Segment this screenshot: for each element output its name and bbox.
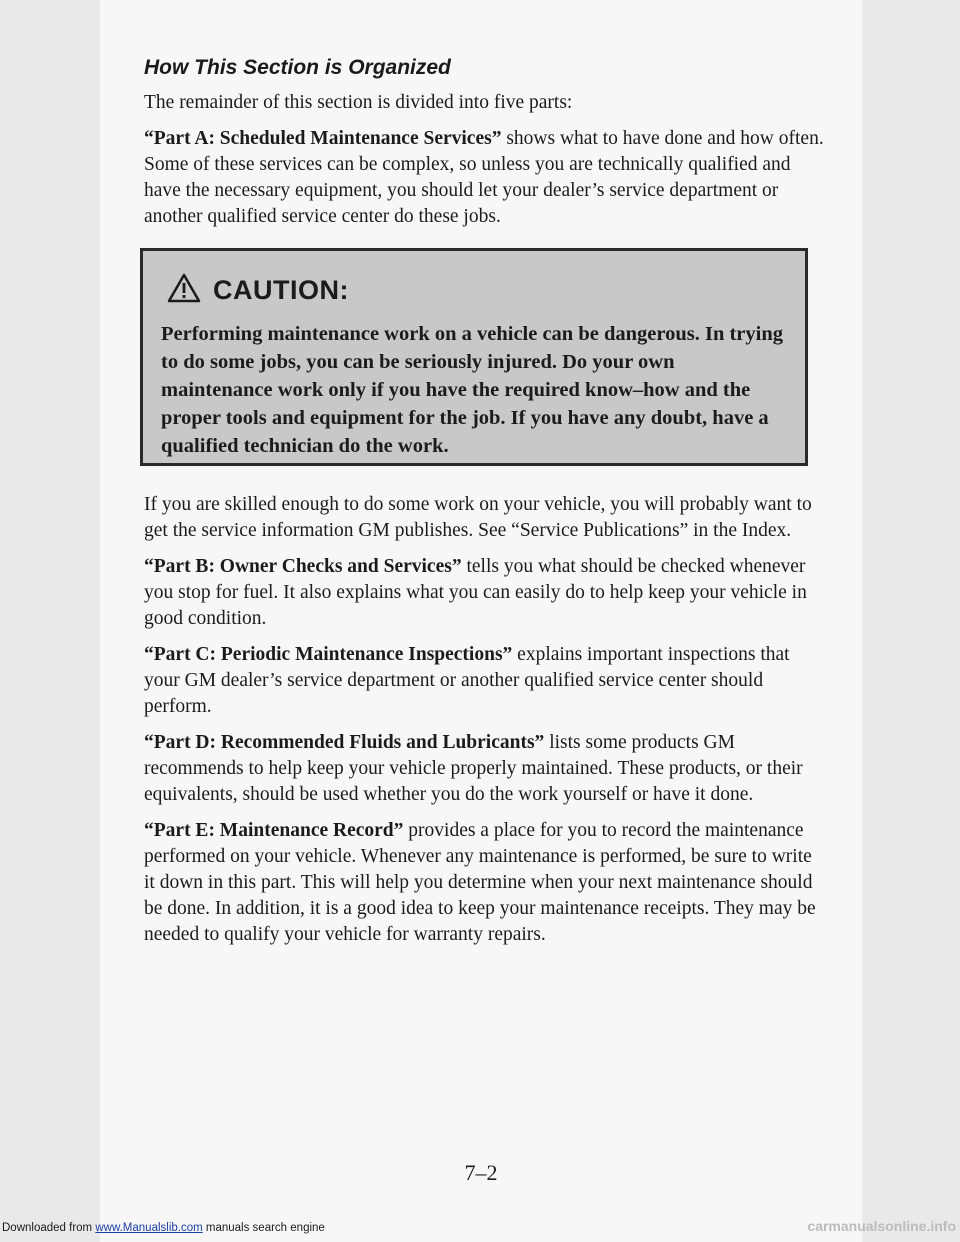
caution-text: Performing maintenance work on a vehicle can be dangerous. In trying to do some jobs, you can be seriously injured. Do your own maintenance work only if you have the required know–how and the proper tools and equipment for the job. If you have any doubt, have a qualified technician do the work. <box>161 323 783 457</box>
caution-title: CAUTION: <box>213 275 349 305</box>
manualslib-link[interactable]: www.Manualslib.com <box>95 1222 203 1234</box>
part-b-paragraph <box>144 554 824 632</box>
page-number: 7–2 <box>464 1160 498 1185</box>
page-content <box>144 56 824 958</box>
part-b-title: “Part B: Owner Checks and Services” <box>144 556 462 577</box>
part-c-title: “Part C: Periodic Maintenance Inspections” <box>144 644 513 665</box>
manual-page <box>100 0 862 1242</box>
part-a-paragraph <box>144 126 824 230</box>
part-d-paragraph <box>144 730 824 808</box>
part-a-text: shows what to have done and how often. Some of these services can be complex, so unless you are technically qualified and have the necessary equipment, you should let your dealer’s service department or another qualified service center do these jobs. <box>144 128 824 227</box>
intro-paragraph: The remainder of this section is divided into five parts: <box>144 92 573 113</box>
part-c-text: explains important inspections that your GM dealer’s service department or another qualified service center should perform. <box>144 644 790 717</box>
part-b-text: tells you what should be checked whenever you stop for fuel. It also explains what you can easily do to help keep your vehicle in good condition. <box>144 556 807 629</box>
site-watermark: carmanualsonline.info <box>807 1218 956 1234</box>
part-e-paragraph <box>144 818 824 948</box>
download-watermark <box>2 1222 325 1234</box>
part-a-title: “Part A: Scheduled Maintenance Services” <box>144 128 502 149</box>
warning-triangle-icon <box>167 273 201 308</box>
part-d-text: lists some products GM recommends to help keep your vehicle properly maintained. These products, or their equivalents, should be used whether you do the work yourself or have it done. <box>144 732 803 805</box>
part-d-title: “Part D: Recommended Fluids and Lubricants” <box>144 732 545 753</box>
skilled-paragraph: If you are skilled enough to do some work on your vehicle, you will probably want to get the service information GM publishes. See “Service Publications” in the Index. <box>144 494 812 541</box>
part-e-text: provides a place for you to record the maintenance performed on your vehicle. Whenever any maintenance is performed, be sure to write it down in this part. This will help you determine when your next maintenance should be done. In addition, it is a good idea to keep your maintenance receipts. They may be needed to qualify your vehicle for warranty repairs. <box>144 820 816 945</box>
section-heading: How This Section is Organized <box>144 56 451 79</box>
caution-header <box>167 273 787 308</box>
watermark-prefix: Downloaded from <box>2 1222 96 1234</box>
part-c-paragraph <box>144 642 824 720</box>
part-e-title: “Part E: Maintenance Record” <box>144 820 404 841</box>
caution-box <box>140 248 808 466</box>
watermark-suffix: manuals search engine <box>202 1222 325 1234</box>
